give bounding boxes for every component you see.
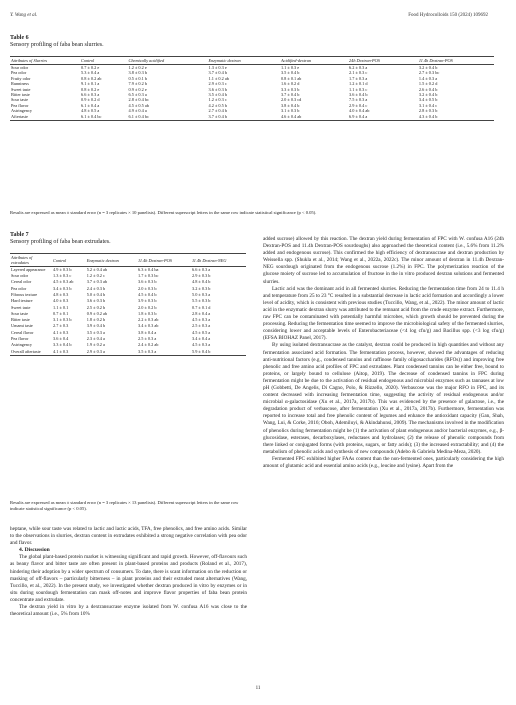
results-paragraph: heptane, while sour taste was related to lactic and lactic acids, TFA, free phenolics, and free amino acids. Similar to the observations in slurries, dextran content in extrudates exhibited a strong negative correlation with pea odor and flavor.	[10, 526, 247, 547]
table6-cell: 6.5 ± 0.3 a	[128, 91, 147, 97]
table6-row-label: Astringency	[11, 108, 33, 114]
table6-cell: 0.8 ± 0.2 ab	[81, 75, 102, 81]
table6-cell: 1.3 ± 0.3 e	[208, 64, 227, 70]
table7-cell: 3.4 ± 0.3 ab	[138, 323, 159, 329]
table6-cell: 3.4 ± 0.5 b	[418, 97, 438, 103]
table7-row-label: Astringency	[11, 342, 33, 348]
table6-cell: 2.8 ± 0.4 bc	[128, 97, 149, 103]
table6-cell: 4.2 ± 0.5 b	[208, 102, 228, 108]
table6-heading	[10, 35, 104, 49]
table7-row-label: Sour odor	[11, 273, 29, 279]
table7-cell: 5.0 ± 0.3 a	[191, 292, 211, 297]
table6-cell: 2.9 ± 0.4 c	[349, 102, 368, 108]
table6-cell: 3.1 ± 0.3 b	[280, 108, 300, 114]
table7-cell: 4.8 ± 0.3	[53, 292, 69, 297]
table6-cell: 7.5 ± 0.3 a	[349, 97, 368, 103]
table7-cell: 1.8 ± 0.2 b	[86, 317, 106, 323]
table6-cell: 1.2 ± 0.1 d	[349, 81, 368, 87]
table7-cell: 3.3 ± 0.4 b	[53, 342, 72, 348]
table7-col-header: 11.4h Dextran-NEG	[191, 254, 246, 267]
table7-row-label: Hard texture	[11, 298, 33, 304]
table7-cell: 2.8 ± 0.4 a	[191, 310, 211, 316]
table7-cell: 3.1 ± 0.3 b	[53, 317, 72, 323]
table6-cell: 6.1 ± 0.4 bc	[80, 114, 128, 120]
table6-row-label: Pea odor	[11, 70, 27, 76]
table7-cell: 4.9 ± 0.3 b	[53, 266, 72, 272]
table6-cell: 4.9 ± 0.4 a	[128, 108, 147, 114]
right-paragraph-2: Lactic acid was the dominant acid in all fermented slurries. Reducing the fermentation time from 24 to 11.4 h and temperature from 25 to 23 °C resulted in a substantial decrease in lactic acid formation and accordingly a lower level of acidity, which is consistent with previous studies (Tuccillo, Wang, et al., 2022). The minor amount of lactic acid in the enzymatic dextran slurry was attributed to the remnant acid from the crude enzyme extract. Furthermore, raw FPC can be contaminated with potentially harmful microbes, which growth should be prevented during the processing. Reducing the fermentation time seemed to improve the microbiological safety of the fermented slurries, considering lower and acceptable levels of Enterobacteriaceae (<4 log cfu/g) and Bacillus spp. (<3 log cfu/g) (EFSA BIOHAZ Panel, 2017).	[263, 285, 504, 342]
table7-cell: 4.5 ± 0.3 ab	[53, 279, 74, 285]
table7-cell: 3.7 ± 0.3 ab	[86, 279, 108, 285]
table6	[10, 56, 494, 121]
table6-cell: 2.1 ± 0.3 c	[349, 70, 368, 76]
table6-header-row	[10, 57, 494, 65]
table7-cell: 2.0 ± 0.3 b	[138, 285, 157, 291]
table6-row-label: Runniness	[11, 81, 29, 87]
table6-cell: 0.7 ± 0.2 e	[81, 64, 100, 70]
table6-cell: 1.4 ± 0.3 a	[418, 75, 438, 81]
table6-cell: 1.5 ± 0.2 d	[418, 81, 438, 87]
table7-note: Results are expressed as mean ± standard error (n = 3 replicates × 13 panelists). Different superscript letters in the same row indicate statistical significance (p < 0.05).	[10, 500, 239, 511]
table6-cell: 2.9 ± 0.3 c	[208, 81, 227, 87]
table7-row-label: Bitter taste	[11, 317, 30, 323]
table6-cell: 6.1 ± 0.4 bc	[128, 114, 208, 120]
section-heading-discussion: 4. Discussion	[19, 547, 50, 554]
table6-cell: 3.8 ± 0.4 b	[280, 102, 300, 108]
table7-cell: 4.0 ± 0.3	[53, 298, 69, 304]
table7-cell: 1.8 ± 0.3 b	[138, 310, 157, 316]
table6-cell: 4.6 ± 0.4 ab	[280, 114, 348, 120]
table7-cell: 2.4 ± 0.2 ab	[138, 342, 159, 348]
table6-cell: 3.7 ± 0.4 b	[208, 114, 280, 120]
table6-cell: 2.6 ± 0.4 b	[418, 86, 438, 92]
table6-cell: 1.1 ± 0.2 ab	[208, 75, 229, 81]
table7-col-header: 11.4h Dextran-POS	[137, 254, 191, 267]
table6-title: Table 6	[10, 35, 29, 41]
table7-row	[10, 349, 246, 356]
table6-cell: 2.7 ± 0.4 b	[208, 108, 228, 114]
table7-cell: 3.5 ± 0.3 a	[137, 349, 191, 356]
table7-cell: 4.5 ± 0.3 a	[191, 342, 211, 348]
table7-cell: 2.9 ± 0.3 b	[191, 273, 211, 279]
table6-cell: 4.8 ± 0.5 a	[81, 108, 100, 114]
table6-cell: 3.7 ± 0.4 b	[208, 70, 228, 76]
table7-cell: 3.5 ± 0.3 a	[86, 329, 105, 335]
discussion-paragraph-1: The global plant-based protein market is witnessing significant and rapid growth. However, off-flavours such as beany flavor and bitter taste are often present in plant-based proteins and products (Roland et al., 2017), hindering their adoption by a wider spectrum of consumers. To date, there is scant information on the reduction or masking of off-flavors – particularly bitterness – in plant proteins and their extruded meat alternatives (Wang, Tuccillo, et al., 2022). In the present study, we investigated whether dextran produced in vitro by enzymes or in situ during sourdough fermentation can mask off-notes and improve flavor properties of faba bean protein concentrate and extrudate.	[10, 554, 247, 603]
table6-cell: 6.2 ± 0.3 a	[349, 64, 368, 70]
table7-row-label: Cereal flavor	[11, 329, 34, 335]
table6-col-header: Enzymatic dextran	[208, 57, 280, 65]
table6-cell: 7.9 ± 0.2 b	[128, 81, 148, 87]
discussion-paragraph-2: The dextran yield in vitro by a dextransucrase enzyme isolated from W. confusa A16 was close to the theoretical amount (i.e., 5% from 10%	[10, 604, 247, 618]
table7-cell: 3.6 ± 0.3 b	[138, 279, 157, 285]
table6-cell: 6.9 ± 0.4 a	[348, 114, 418, 120]
table7-cell: 2.5 ± 0.3 a	[191, 323, 211, 329]
table6-cell: 3.6 ± 0.4 b	[349, 91, 368, 97]
table7-cell: 2.2 ± 0.3 ab	[138, 317, 159, 323]
table7-title: Table 7	[10, 232, 29, 238]
table7-cell: 2.5 ± 0.2 b	[86, 304, 106, 310]
table6-cell: 0.9 ± 0.2 e	[128, 86, 147, 92]
table6-row-label: Bitter taste	[11, 91, 30, 97]
table6-cell: 0.9 ± 0.2 d	[81, 97, 100, 103]
table6-cell: 2.7 ± 0.3 bc	[418, 70, 440, 76]
table6-cell: 1.2 ± 0.2 e	[128, 64, 147, 70]
table6-cell: 2.0 ± 0.3 cd	[280, 97, 302, 103]
table6-cell: 0.8 ± 0.2 e	[81, 86, 100, 92]
table6-cell: 3.8 ± 0.3 b	[128, 70, 148, 76]
table7-row-label: Pea odor	[11, 285, 27, 291]
table6-row-label: Sour taste	[11, 97, 29, 103]
table6-cell: 2.8 ± 0.3 b	[418, 108, 438, 114]
table6-col-header: Acidified-dextran	[280, 57, 348, 65]
right-paragraph-1: added sucrose) allowed by this reaction. The dextran yield during fermentation of FPC with W. confusa A16 (24h Dextran-POS and 11.4h Dextran-POS sourdoughs) also approached the theoretical content (i.e., 5.6% from 11.2% added and endogenous sucrose). This confirmed the high efficiency of dextransucrase and dextran production by Weissella spp. (Shukla et al., 2014; Wang et al., 2022a, 2022c). The minor amount of dextran in 11.4h Dextran-NEG sourdough originated from the endogenous sucrose (1.2%) in FPC. The polymerization reaction of the glucose moiety of sucrose led to accumulation of fructose in the in vitro produced dextran solutions and fermented slurries.	[263, 236, 504, 285]
table7-cell: 2.3 ± 0.4 a	[86, 335, 105, 341]
table7-cell: 0.7 ± 0.1	[53, 310, 69, 316]
table7-row-label: Layered appearance	[11, 266, 46, 272]
left-column	[10, 526, 247, 618]
table6-note: Results are expressed as mean ± standard error (n = 3 replicates × 10 panelists). Different superscript letters in the same row indicate statistical significance (p < 0.05).	[10, 210, 317, 215]
table7-cell: 1.3 ± 0.3 c	[53, 273, 72, 279]
table7-cell: 4.1 ± 0.3	[52, 349, 86, 356]
table6-cell: 3.3 ± 0.3 b	[280, 86, 300, 92]
table7-cell: 1.1 ± 0.1	[53, 304, 69, 310]
running-header-authors: Y. Wang et al.	[10, 13, 38, 18]
table7-cell: 6.6 ± 0.3 a	[191, 266, 211, 272]
table7-row	[10, 267, 246, 274]
table7-cell: 4.5 ± 0.5 a	[191, 329, 211, 335]
right-column	[263, 236, 504, 470]
right-paragraph-4: Fermented FPC exhibited higher FAAs content than the non-fermented ones, particularly considering the high amount of glutamic acid and essential amino acids (e.g., leucine and lysine). Apart from the	[263, 455, 504, 469]
table6-cell: 3.5 ± 0.4 b	[280, 70, 300, 76]
table6-body	[10, 65, 494, 121]
table6-cell: 6.1 ± 0.4 a	[81, 102, 100, 108]
table7-caption: Sensory profiling of faba bean extrudates.	[10, 239, 111, 245]
table6-cell: 0.8 ± 0.1 ab	[280, 75, 302, 81]
table7-row-label: Cereal odor	[11, 279, 32, 285]
table7-cell: 3.4 ± 0.3 b	[53, 285, 72, 291]
table7-cell: 5.0 ± 0.4 b	[86, 292, 106, 297]
table6-col-header: Attributes of Slurries	[10, 57, 80, 65]
table6-cell: 3.6 ± 0.3 b	[208, 86, 228, 92]
table7-row-label: Sweet taste	[11, 304, 31, 310]
table7-cell: 3.6 ± 0.3 b	[86, 298, 106, 304]
table7-cell: 3.8 ± 0.4 a	[138, 329, 157, 335]
table7-cell: 2.4 ± 0.3 b	[86, 285, 106, 291]
table6-cell: 3.2 ± 0.4 b	[418, 91, 438, 97]
table7-cell: 3.9 ± 0.4 b	[86, 323, 106, 329]
table7-row-label: Sour taste	[11, 310, 29, 316]
table7-cell: 5.5 ± 0.3 b	[191, 298, 211, 304]
table6-cell: 6.6 ± 0.3 a	[81, 91, 100, 97]
table6-row-label: Pea flavor	[11, 102, 29, 108]
table7-cell: 3.4 ± 0.4 a	[191, 335, 211, 341]
table7-row-label: Fibrous texture	[11, 292, 38, 297]
table6-cell: 1.1 ± 0.3 c	[349, 86, 368, 92]
page-number: 11	[255, 686, 261, 691]
table6-caption: Sensory profiling of faba bean slurries.	[10, 42, 104, 48]
table6-col-header: 11.4h Dextran-POS	[418, 57, 494, 65]
table7-cell: 2.7 ± 0.3	[53, 323, 69, 329]
table7-cell: 4.5 ± 0.4 b	[138, 292, 157, 297]
running-header-journal: Food Hydrocolloids 150 (2024) 109692	[408, 13, 488, 18]
table7-heading	[10, 232, 111, 246]
table7-cell: 1.7 ± 0.3 bc	[138, 273, 159, 279]
table7-cell: 6.3 ± 0.4 ba	[138, 266, 159, 272]
table6-cell: 1.1 ± 0.3 e	[280, 64, 300, 70]
table6-row	[10, 114, 494, 120]
table7-cell: 4.8 ± 0.4 b	[191, 279, 211, 285]
table7-cell: 0.9 ± 0.2 ab	[86, 310, 108, 316]
table6-cell: 5.3 ± 0.4 a	[81, 70, 100, 76]
table6-row-label: Fruity odor	[11, 75, 31, 81]
table7-cell: 4.1 ± 0.3	[53, 329, 69, 335]
table7-cell: 0.7 ± 0.1 d	[191, 304, 211, 310]
table6-cell: 1.7 ± 0.3 a	[349, 75, 368, 81]
table6-cell: 4.5 ± 0.5 ab	[128, 102, 149, 108]
right-paragraph-3: By using isolated dextransucrase as the catalyst, dextran could be produced in high quantities and without any fermentation associated acid formation. The fermentation process, however, showed the advantages of reducing anti-nutritional factors (e.g., condensed tannins and raffinose family oligosaccharides (RFOs)) and improving free phenolic and free amino acid profiles of FPC and extrudates. Plant condensed tannins can be either free, bound to proteins, or largely bound to cellulose (Aitop, 2019). The decrease of condensed tannins in FPC during fermentation might be due to the activation of residual endogenous and microbial enzymes such as tannases at low pH (Gobbetti, De Angelis, Di Cagno, Polo, & Rizzello, 2020). Verbascose was the major RFO in FPC, and its content decreased with increasing fermentation time, suggesting the activity of residual endogenous and/or microbial α-galactosidase (Xu et al., 2017a, 2017b). This was evidenced by the presence of galactose, i.e., the degradation product of verbascose, after fermentation (Xu et al., 2017a, 2017b). Furthermore, fermentation was reported to increase total and free phenolic content of legumes and enhance the antioxidant capacity (Gan, Shah, Wang, Lui, & Corke, 2016; Oboh, Ademiluyi, & Akindahunsi, 2009). The mechanisms involved in the modification of phenolics during fermentation might be (1) the activation of plant endogenous and/or bacterial enzymes, e.g., β-glucosidase, esterases, decarboxylases, reductases and hydrolases; (2) the release of phenolic compounds from there linked or conjugated forms (with proteins, sugars, or fatty acids); (3) the increased extractability; and (4) the metabolism of phenolic acids and synthesis of new compounds (Adebo & Gabriela Medina-Meza, 2020).	[263, 342, 504, 455]
table7-body	[10, 267, 246, 356]
table6-cell: 0.5 ± 0.1 b	[128, 75, 148, 81]
table6-cell: 3.5 ± 0.4 b	[208, 91, 228, 97]
table7-cell: 2.9 ± 0.3 a	[86, 349, 137, 356]
table7	[10, 253, 246, 356]
table7-row-label: Overall aftertaste	[10, 349, 52, 356]
table7-cell: 3.2 ± 0.3 b	[191, 285, 211, 291]
table6-row-label: Sweet taste	[11, 86, 31, 92]
table6-col-header: 24h Dextran-POS	[348, 57, 418, 65]
table7-col-header: Attributes of extrudates	[10, 254, 52, 267]
table7-col-header: Control	[52, 254, 86, 267]
table6-cell: 3.1 ± 0.4 c	[418, 102, 438, 108]
table6-row-label: Sour odor	[11, 64, 29, 70]
table6-col-header: Control	[80, 57, 128, 65]
table6-cell: 3.7 ± 0.4 b	[280, 91, 300, 97]
table7-header-row	[10, 254, 246, 267]
table6-cell: 3.2 ± 0.4 b	[418, 64, 438, 70]
table7-row-label: Umami taste	[11, 323, 33, 329]
table7-cell: 3.9 ± 0.3 b	[138, 298, 157, 304]
table6-cell: 9.1 ± 0.1 a	[81, 81, 100, 87]
table6-cell: 4.0 ± 0.4 ab	[349, 108, 370, 114]
table6-cell: 4.3 ± 0.4 b	[418, 114, 494, 120]
table7-cell: 5.2 ± 0.4 ab	[86, 266, 108, 272]
table7-col-header: Enzymatic dextran	[86, 254, 137, 267]
table7-cell: 1.9 ± 0.2 a	[86, 342, 105, 348]
table6-row-label: Aftertaste	[10, 114, 80, 120]
table7-cell: 5.9 ± 0.4 b	[191, 349, 246, 356]
table7-cell: 2.0 ± 0.2 b	[138, 304, 157, 310]
table6-col-header: Chemically acidified	[128, 57, 208, 65]
table6-cell: 1.6 ± 0.2 d	[280, 81, 300, 87]
table7-cell: 1.2 ± 0.2 c	[86, 273, 105, 279]
table7-cell: 3.6 ± 0.4	[53, 335, 69, 341]
table6-cell: 1.2 ± 0.3 c	[208, 97, 227, 103]
table7-cell: 2.5 ± 0.3 a	[138, 335, 157, 341]
table7-row-label: Pea flavor	[11, 335, 29, 341]
table7-cell: 4.5 ± 0.3 a	[191, 317, 211, 323]
